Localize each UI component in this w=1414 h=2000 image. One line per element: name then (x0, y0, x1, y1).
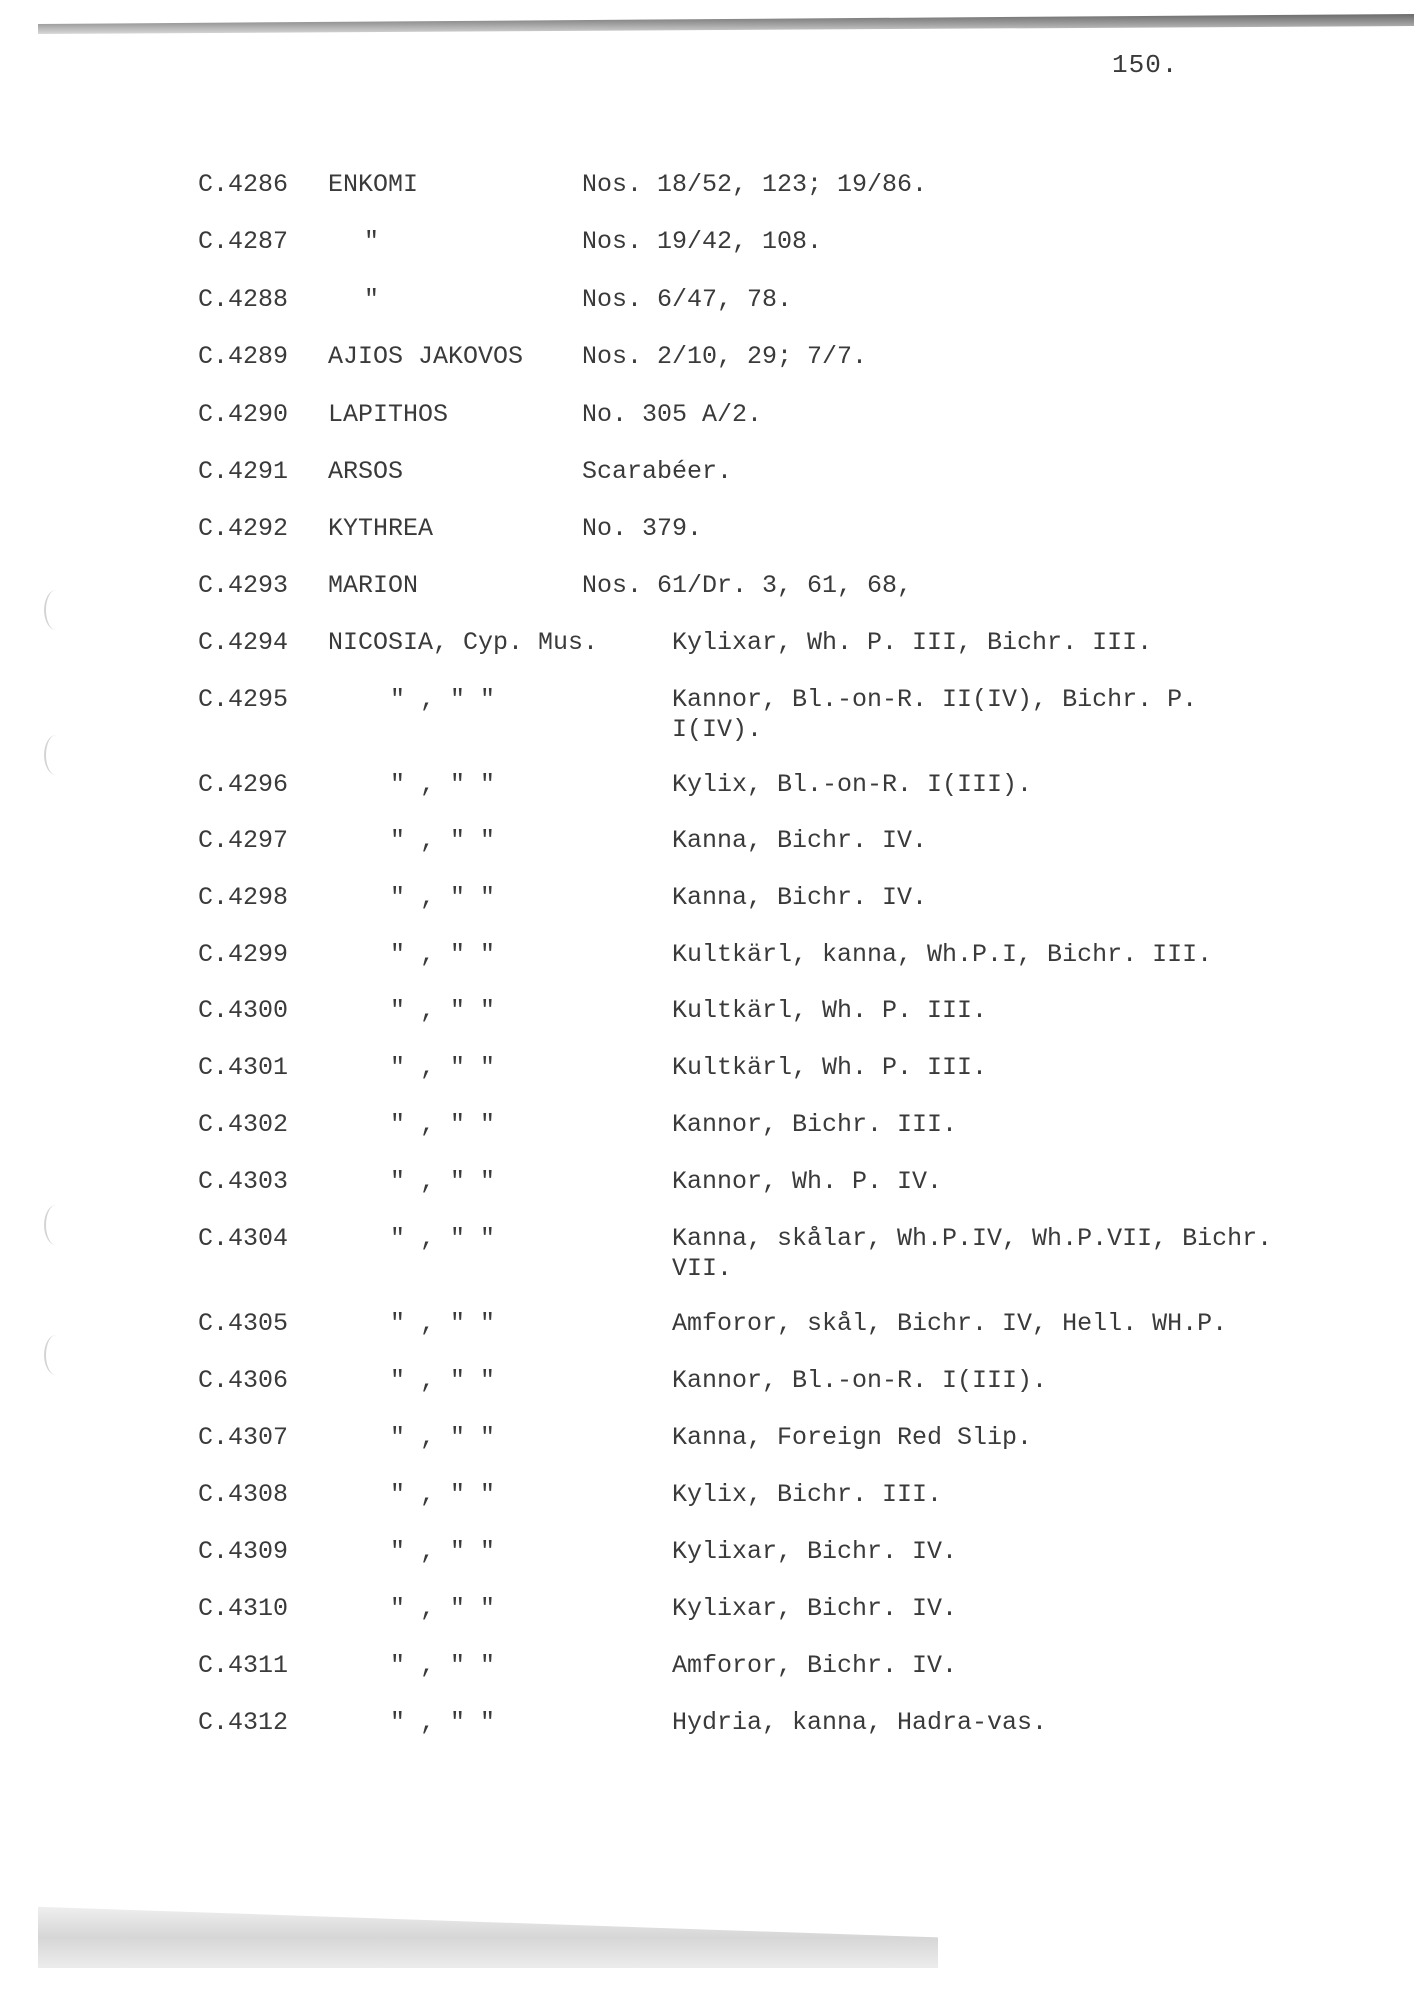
entry-id: C.4286 (198, 170, 289, 199)
scan-edge-bottom (38, 1900, 938, 1968)
entry-site: " , " " (390, 1423, 496, 1452)
entry-site: NICOSIA, Cyp. Mus. (328, 628, 599, 657)
entry-site: " , " " (390, 826, 496, 855)
entry-description: Kanna, skålar, Wh.P.IV, Wh.P.VII, Bichr. VII. (672, 1224, 1273, 1283)
entry-id: C.4311 (198, 1651, 289, 1680)
punch-hole-mark (44, 1205, 68, 1245)
entry-site: AJIOS JAKOVOS (328, 342, 524, 371)
entry-id: C.4305 (198, 1309, 289, 1338)
page-number: 150. (1112, 50, 1179, 80)
entry-site: " (364, 285, 380, 314)
entry-id: C.4301 (198, 1053, 289, 1082)
entry-id: C.4295 (198, 685, 289, 714)
entry-description: Kanna, Bichr. IV. (672, 883, 928, 912)
entry-site: " , " " (390, 1053, 496, 1082)
entry-site: MARION (328, 571, 419, 600)
entry-site: " , " " (390, 1309, 496, 1338)
entry-description: Nos. 18/52, 123; 19/86. (582, 170, 928, 199)
entry-site: " , " " (390, 685, 496, 714)
entry-description: No. 379. (582, 514, 703, 543)
entry-site: ENKOMI (328, 170, 419, 199)
entry-site: " , " " (390, 1537, 496, 1566)
entry-id: C.4288 (198, 285, 289, 314)
entry-site: ARSOS (328, 457, 404, 486)
entry-id: C.4309 (198, 1537, 289, 1566)
entry-id: C.4291 (198, 457, 289, 486)
entry-site: KYTHREA (328, 514, 434, 543)
entry-description: Kanna, Foreign Red Slip. (672, 1423, 1033, 1452)
entry-id: C.4292 (198, 514, 289, 543)
entry-id: C.4290 (198, 400, 289, 429)
entry-description: Nos. 61/Dr. 3, 61, 68, (582, 571, 913, 600)
entry-site: " , " " (390, 1366, 496, 1395)
entry-id: C.4297 (198, 826, 289, 855)
entry-id: C.4304 (198, 1224, 289, 1253)
punch-hole-mark (44, 590, 68, 630)
entry-description: Nos. 6/47, 78. (582, 285, 793, 314)
entry-description: Kultkärl, kanna, Wh.P.I, Bichr. III. (672, 940, 1213, 969)
entry-id: C.4289 (198, 342, 289, 371)
entry-description: Kylix, Bl.-on-R. I(III). (672, 770, 1033, 799)
punch-hole-mark (44, 1335, 68, 1375)
entry-site: " , " " (390, 996, 496, 1025)
entry-description: Kultkärl, Wh. P. III. (672, 996, 988, 1025)
entry-site: " , " " (390, 1651, 496, 1680)
entry-id: C.4307 (198, 1423, 289, 1452)
entry-description: Kannor, Bl.-on-R. II(IV), Bichr. P. I(IV). (672, 685, 1198, 744)
entry-id: C.4294 (198, 628, 289, 657)
entry-id: C.4298 (198, 883, 289, 912)
entry-site: LAPITHOS (328, 400, 449, 429)
entry-description: Nos. 19/42, 108. (582, 227, 823, 256)
entry-description: Amforor, Bichr. IV. (672, 1651, 958, 1680)
entry-description: Kylixar, Bichr. IV. (672, 1594, 958, 1623)
entry-description: Kylixar, Bichr. IV. (672, 1537, 958, 1566)
punch-hole-mark (44, 735, 68, 775)
scan-edge-top (38, 14, 1414, 34)
entry-site: " , " " (390, 1167, 496, 1196)
entry-id: C.4308 (198, 1480, 289, 1509)
entry-description: Kanna, Bichr. IV. (672, 826, 928, 855)
entry-site: " , " " (390, 1110, 496, 1139)
entry-site: " , " " (390, 1708, 496, 1737)
entry-site: " , " " (390, 940, 496, 969)
entry-id: C.4299 (198, 940, 289, 969)
entry-description: Kannor, Bichr. III. (672, 1110, 958, 1139)
entry-site: " , " " (390, 770, 496, 799)
entry-site: " , " " (390, 1594, 496, 1623)
entry-id: C.4287 (198, 227, 289, 256)
entry-description: No. 305 A/2. (582, 400, 763, 429)
entry-description: Scarabéer. (582, 457, 733, 486)
entry-description: Kultkärl, Wh. P. III. (672, 1053, 988, 1082)
entry-id: C.4310 (198, 1594, 289, 1623)
entry-description: Amforor, skål, Bichr. IV, Hell. WH.P. (672, 1309, 1228, 1338)
entry-description: Kannor, Wh. P. IV. (672, 1167, 943, 1196)
entry-description: Kylix, Bichr. III. (672, 1480, 943, 1509)
entry-site: " (364, 227, 380, 256)
entry-site: " , " " (390, 883, 496, 912)
entry-id: C.4306 (198, 1366, 289, 1395)
entry-description: Nos. 2/10, 29; 7/7. (582, 342, 868, 371)
entry-description: Kylixar, Wh. P. III, Bichr. III. (672, 628, 1153, 657)
entry-id: C.4293 (198, 571, 289, 600)
entry-site: " , " " (390, 1480, 496, 1509)
entry-id: C.4303 (198, 1167, 289, 1196)
entry-id: C.4300 (198, 996, 289, 1025)
entry-id: C.4296 (198, 770, 289, 799)
entry-description: Kannor, Bl.-on-R. I(III). (672, 1366, 1048, 1395)
entry-description: Hydria, kanna, Hadra-vas. (672, 1708, 1048, 1737)
entry-site: " , " " (390, 1224, 496, 1253)
entry-id: C.4312 (198, 1708, 289, 1737)
entry-id: C.4302 (198, 1110, 289, 1139)
